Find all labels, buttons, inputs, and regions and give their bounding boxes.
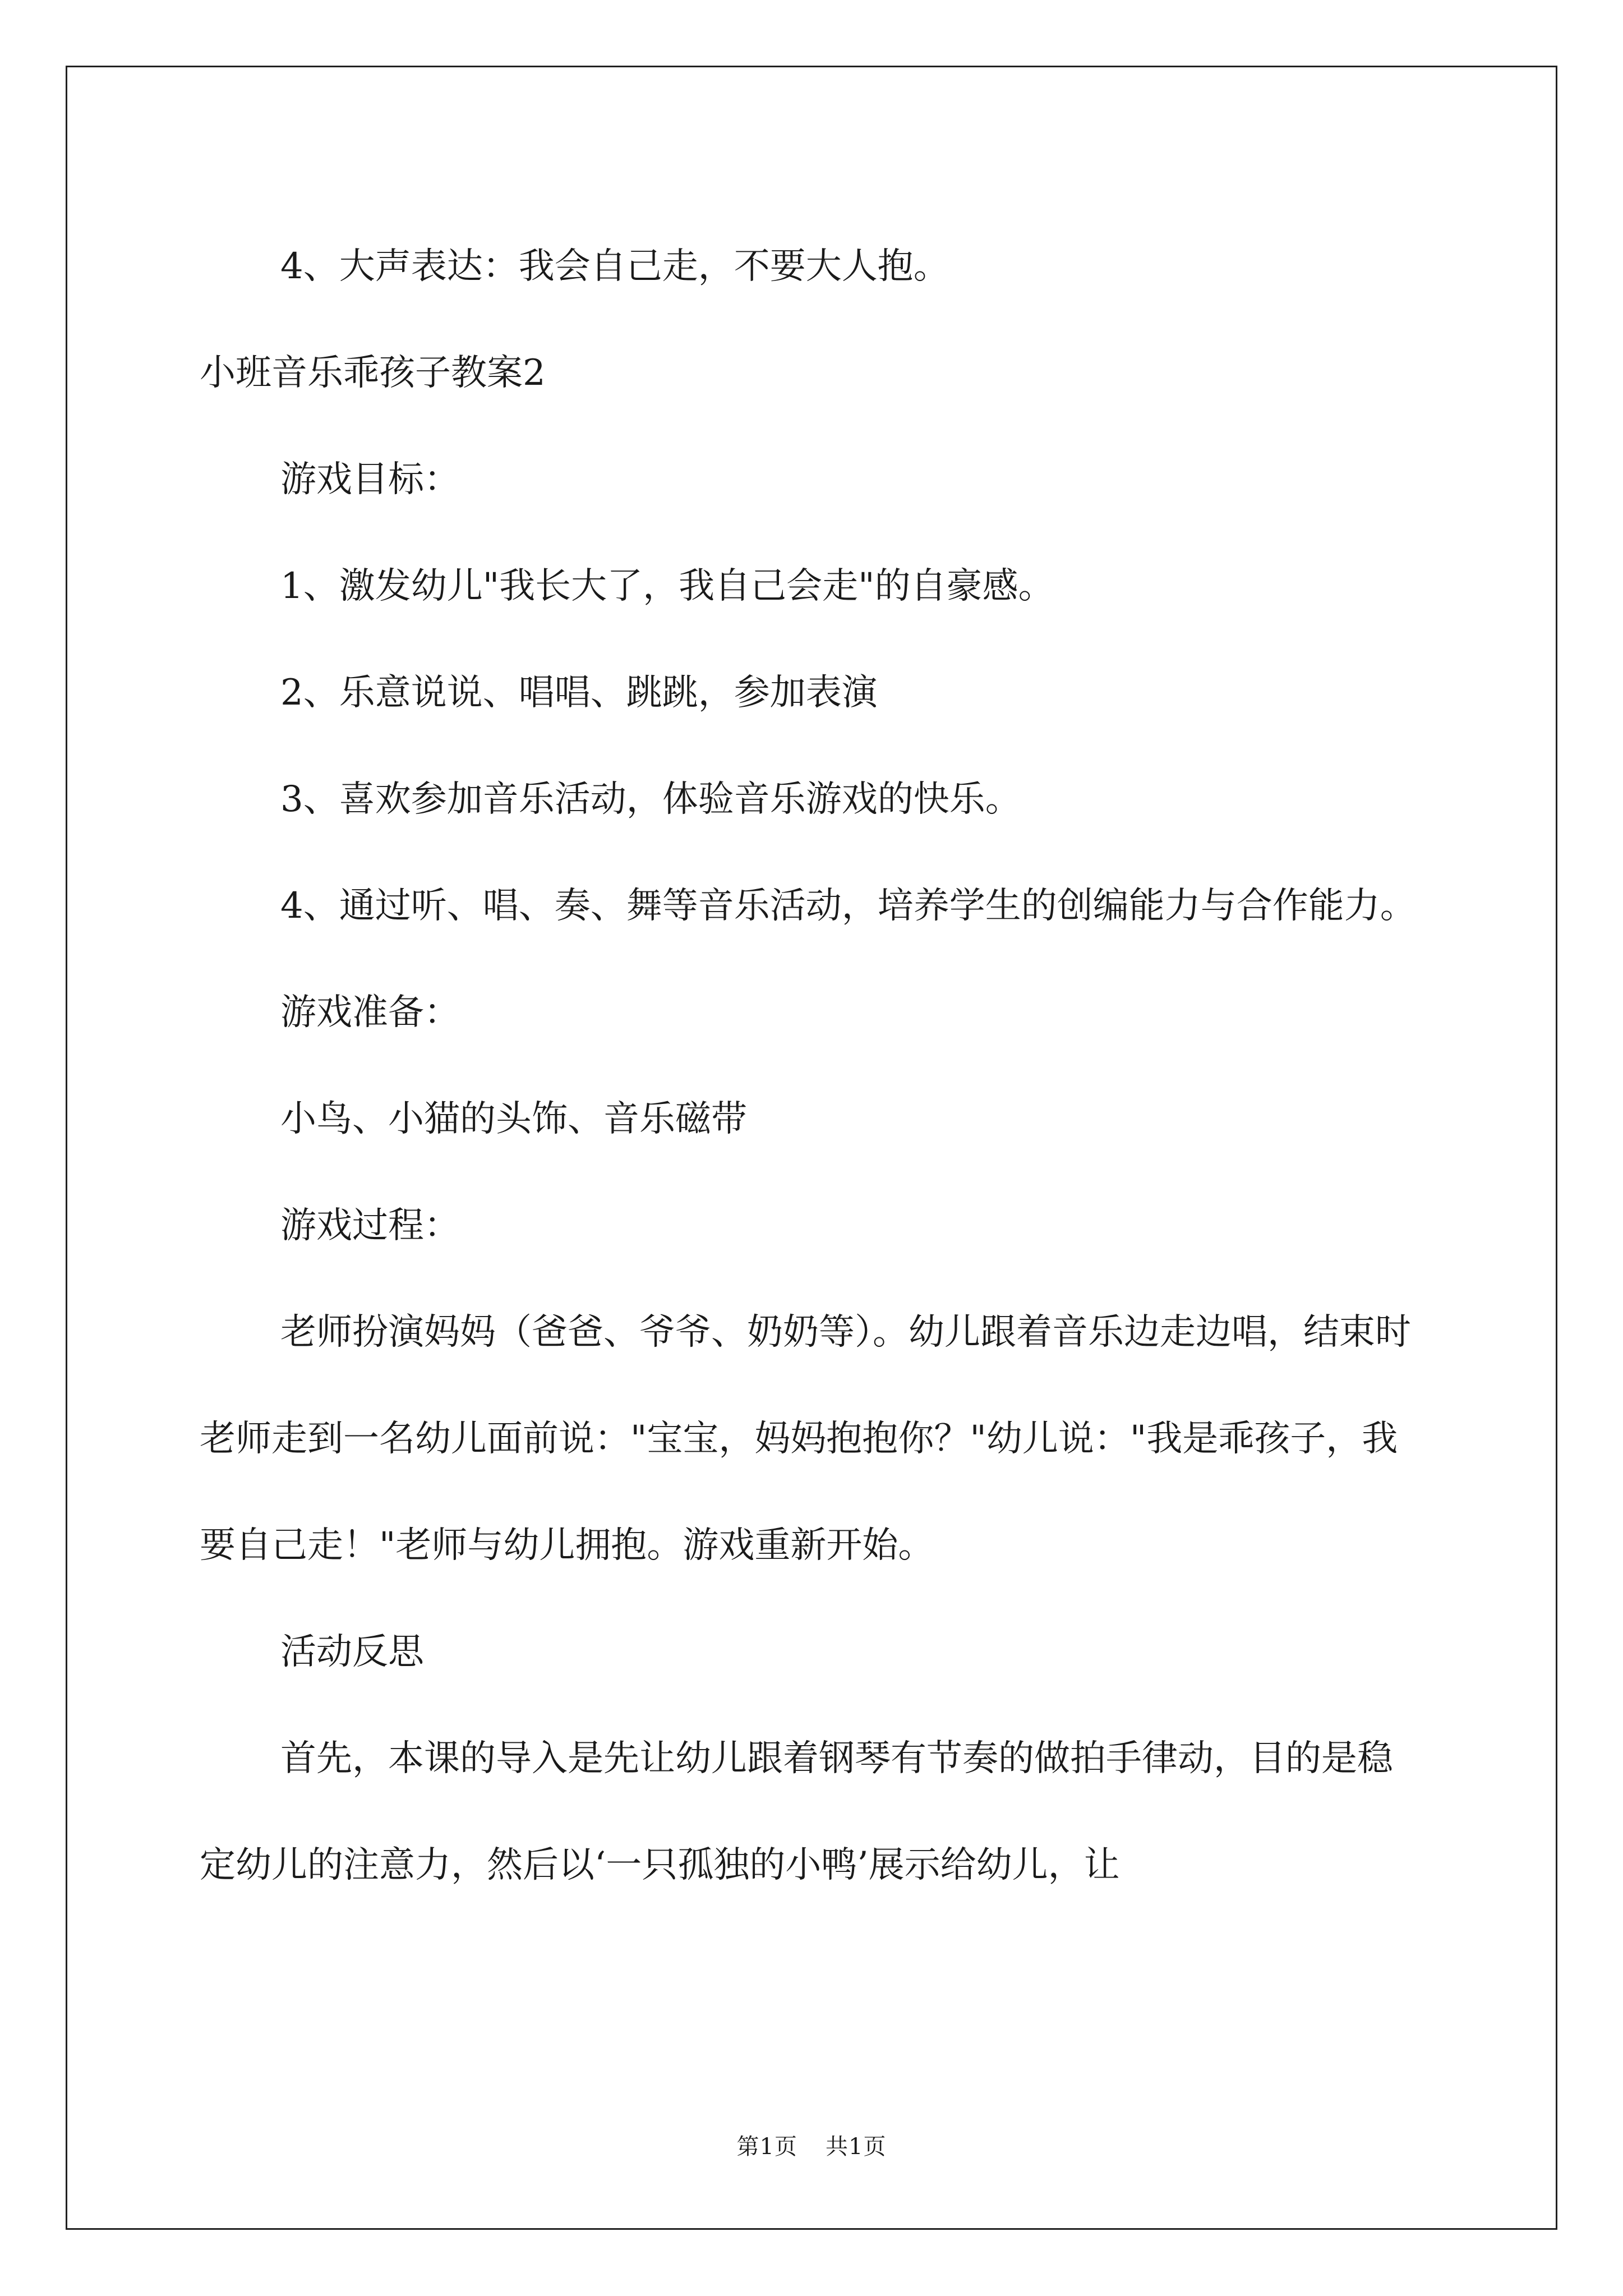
paragraph-goal-3: 3、喜欢参加音乐活动，体验音乐游戏的快乐。 xyxy=(280,779,1021,820)
paragraph-process: 老师扮演妈妈（爸爸、爷爷、奶奶等）。幼儿跟着音乐边走边唱，结束时老师走到一名幼儿面前说："宝宝，妈妈抱抱你？"幼儿说："我是乖孩子，我要自己走！"老师与幼儿拥抱。游戏重新开始。 xyxy=(200,1312,1411,1566)
page-footer xyxy=(0,2129,1623,2161)
heading-game-process: 游戏过程： xyxy=(280,1205,460,1246)
heading-reflection: 活动反思 xyxy=(280,1631,424,1673)
page-total: 共1页 xyxy=(826,2134,887,2160)
paragraph-materials: 小鸟、小猫的头饰、音乐磁带 xyxy=(280,1098,747,1140)
heading-game-preparation: 游戏准备： xyxy=(280,992,460,1033)
paragraph-goal-4: 4、通过听、唱、奏、舞等音乐活动，培养学生的创编能力与合作能力。 xyxy=(280,885,1416,927)
paragraph-goal-2: 2、乐意说说、唱唱、跳跳，参加表演 xyxy=(280,672,878,714)
paragraph-reflection: 首先，本课的导入是先让幼儿跟着钢琴有节奏的做拍手律动，目的是稳定幼儿的注意力，然后以‘一只孤独的小鸭’展示给幼儿，让 xyxy=(200,1738,1393,1886)
section-title: 小班音乐乖孩子教案2 xyxy=(200,352,546,394)
page-number: 第1页 xyxy=(736,2134,797,2160)
paragraph-goal-1: 1、激发幼儿"我长大了，我自己会走"的自豪感。 xyxy=(280,565,1054,607)
heading-game-goals: 游戏目标： xyxy=(280,459,460,500)
paragraph-item-4-express: 4、大声表达：我会自己走，不要大人抱。 xyxy=(280,246,949,287)
document-body xyxy=(200,213,1422,1918)
